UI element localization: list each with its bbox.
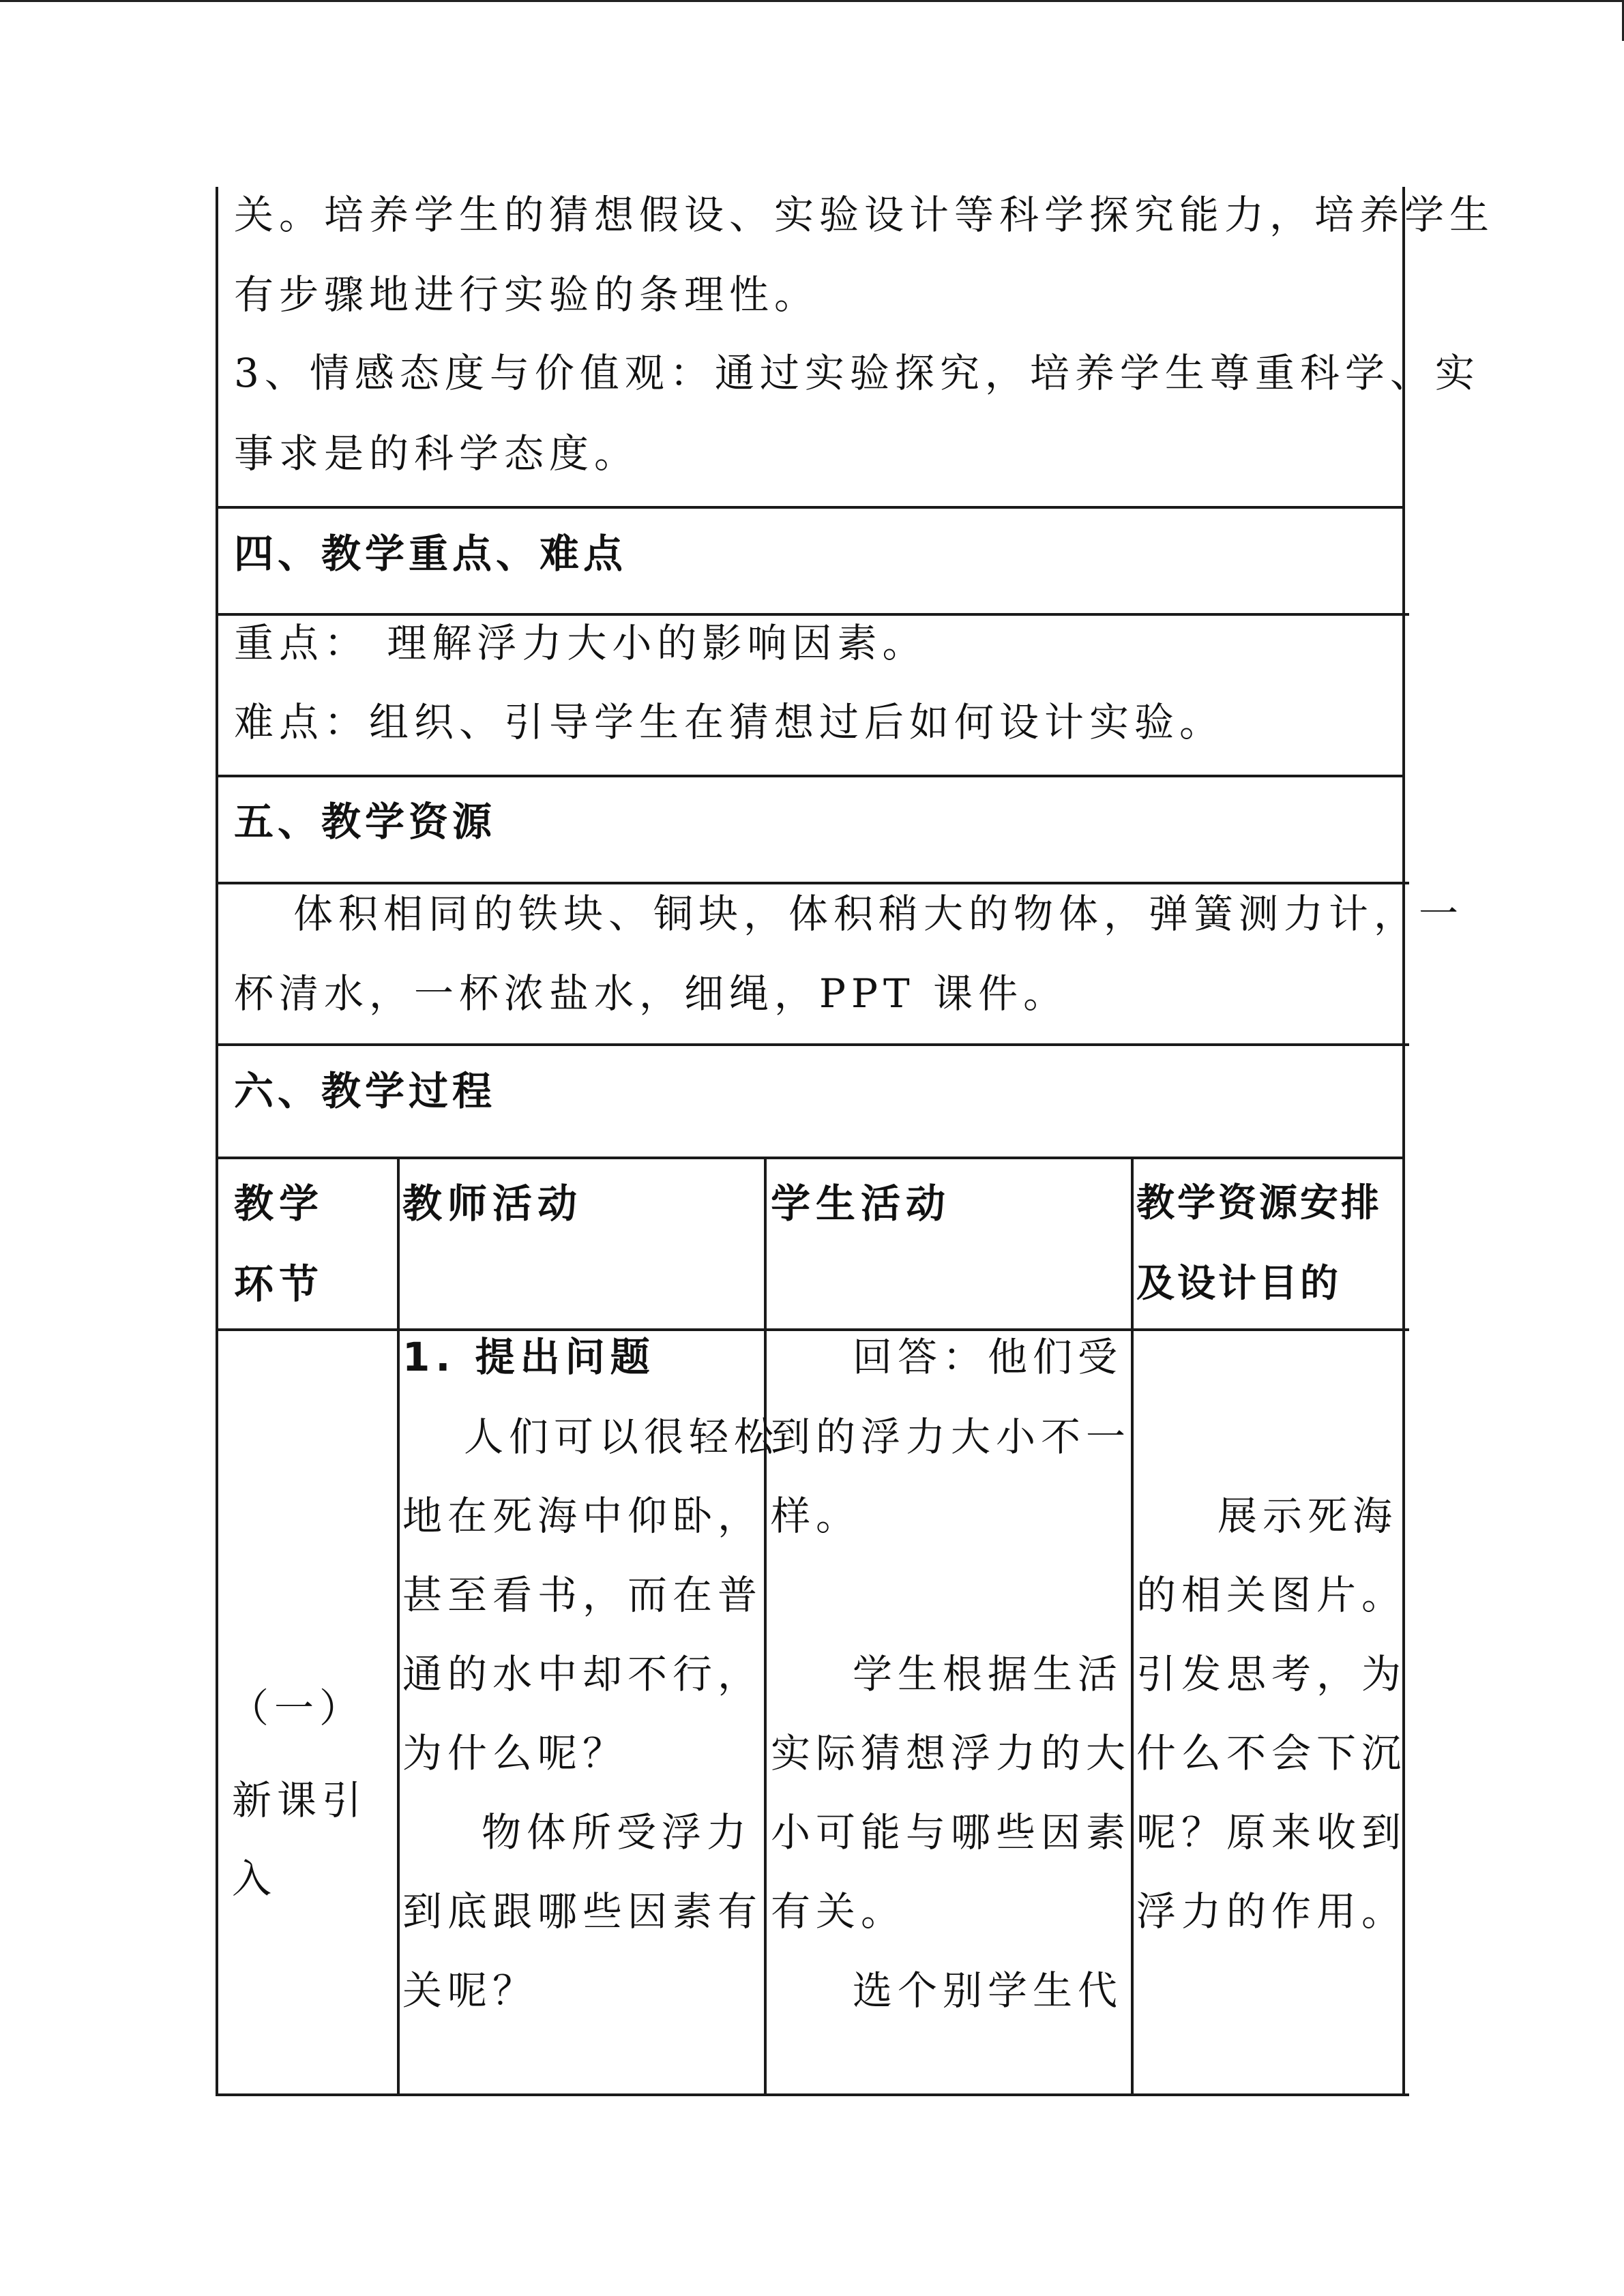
- resource-line: 的相关图片。: [1136, 1572, 1407, 1618]
- section-heading: 六、教学过程: [234, 1068, 497, 1114]
- column-header-teacher: 教师活动: [402, 1180, 583, 1227]
- resource-line: 引发思考，为: [1136, 1651, 1407, 1697]
- stage-label: （一）: [229, 1685, 365, 1731]
- objectives-line: 事求是的科学态度。: [234, 430, 640, 477]
- student-activity-line: 选个别学生代: [853, 1967, 1123, 2014]
- teacher-activity-line: 为什么呢？: [402, 1730, 628, 1776]
- resources-text: 体积相同的铁块、铜块，体积稍大的物体，弹簧测力计，一: [293, 891, 1464, 937]
- student-activity-line: 学生根据生活: [853, 1651, 1123, 1697]
- teacher-activity-line: 1. 提出问题: [402, 1334, 655, 1380]
- difficulty-text: 难点：组织、引导学生在猜想过后如何设计实验。: [234, 699, 1225, 745]
- resource-line: 浮力的作用。: [1136, 1888, 1407, 1935]
- column-header-resource: 及设计目的: [1136, 1262, 1341, 1306]
- student-activity-line: 样。: [771, 1493, 861, 1539]
- column-header-student: 学生活动: [771, 1180, 951, 1227]
- resource-line: 展示死海: [1217, 1493, 1398, 1539]
- page-top-border: [0, 0, 1624, 2]
- teacher-activity-line: 甚至看书，而在普: [402, 1572, 763, 1618]
- student-activity-line: 有关。: [771, 1888, 906, 1935]
- teacher-activity-line: 通的水中却不行，: [402, 1651, 763, 1697]
- student-activity-line: 到的浮力大小不一: [771, 1414, 1132, 1460]
- focus-text: 重点： 理解浮力大小的影响因素。: [234, 620, 928, 666]
- teacher-activity-line: 物体所受浮力: [482, 1809, 752, 1855]
- column-header-stage: 环节: [234, 1261, 325, 1307]
- column-header-resource: 教学资源安排: [1136, 1181, 1382, 1225]
- resources-text: 杯清水，一杯浓盐水，细绳，PPT 课件。: [234, 970, 1069, 1017]
- section-heading: 五、教学资源: [234, 799, 497, 845]
- student-activity-line: 实际猜想浮力的大: [771, 1730, 1132, 1776]
- objectives-line: 3、情感态度与价值观：通过实验探究，培养学生尊重科学、实: [234, 350, 1480, 396]
- objectives-line: 有步骤地进行实验的条理性。: [234, 271, 820, 318]
- resource-line: 什么不会下沉: [1136, 1730, 1407, 1776]
- student-activity-line: 回答：他们受: [853, 1334, 1123, 1380]
- stage-label: 入: [232, 1855, 278, 1902]
- teacher-activity-line: 人们可以很轻松: [464, 1414, 780, 1460]
- teacher-activity-line: 关呢？: [402, 1967, 538, 2014]
- stage-label: 新课引: [232, 1777, 368, 1823]
- resource-line: 呢？原来收到: [1136, 1809, 1407, 1855]
- student-activity-line: 小可能与哪些因素: [771, 1809, 1132, 1855]
- objectives-line: 关。培养学生的猜想假设、实验设计等科学探究能力，培养学生: [234, 192, 1495, 238]
- section-heading: 四、教学重点、难点: [234, 531, 628, 577]
- column-header-stage: 教学: [234, 1180, 325, 1227]
- teacher-activity-line: 到底跟哪些因素有: [402, 1888, 763, 1935]
- teacher-activity-line: 地在死海中仰卧，: [402, 1493, 763, 1539]
